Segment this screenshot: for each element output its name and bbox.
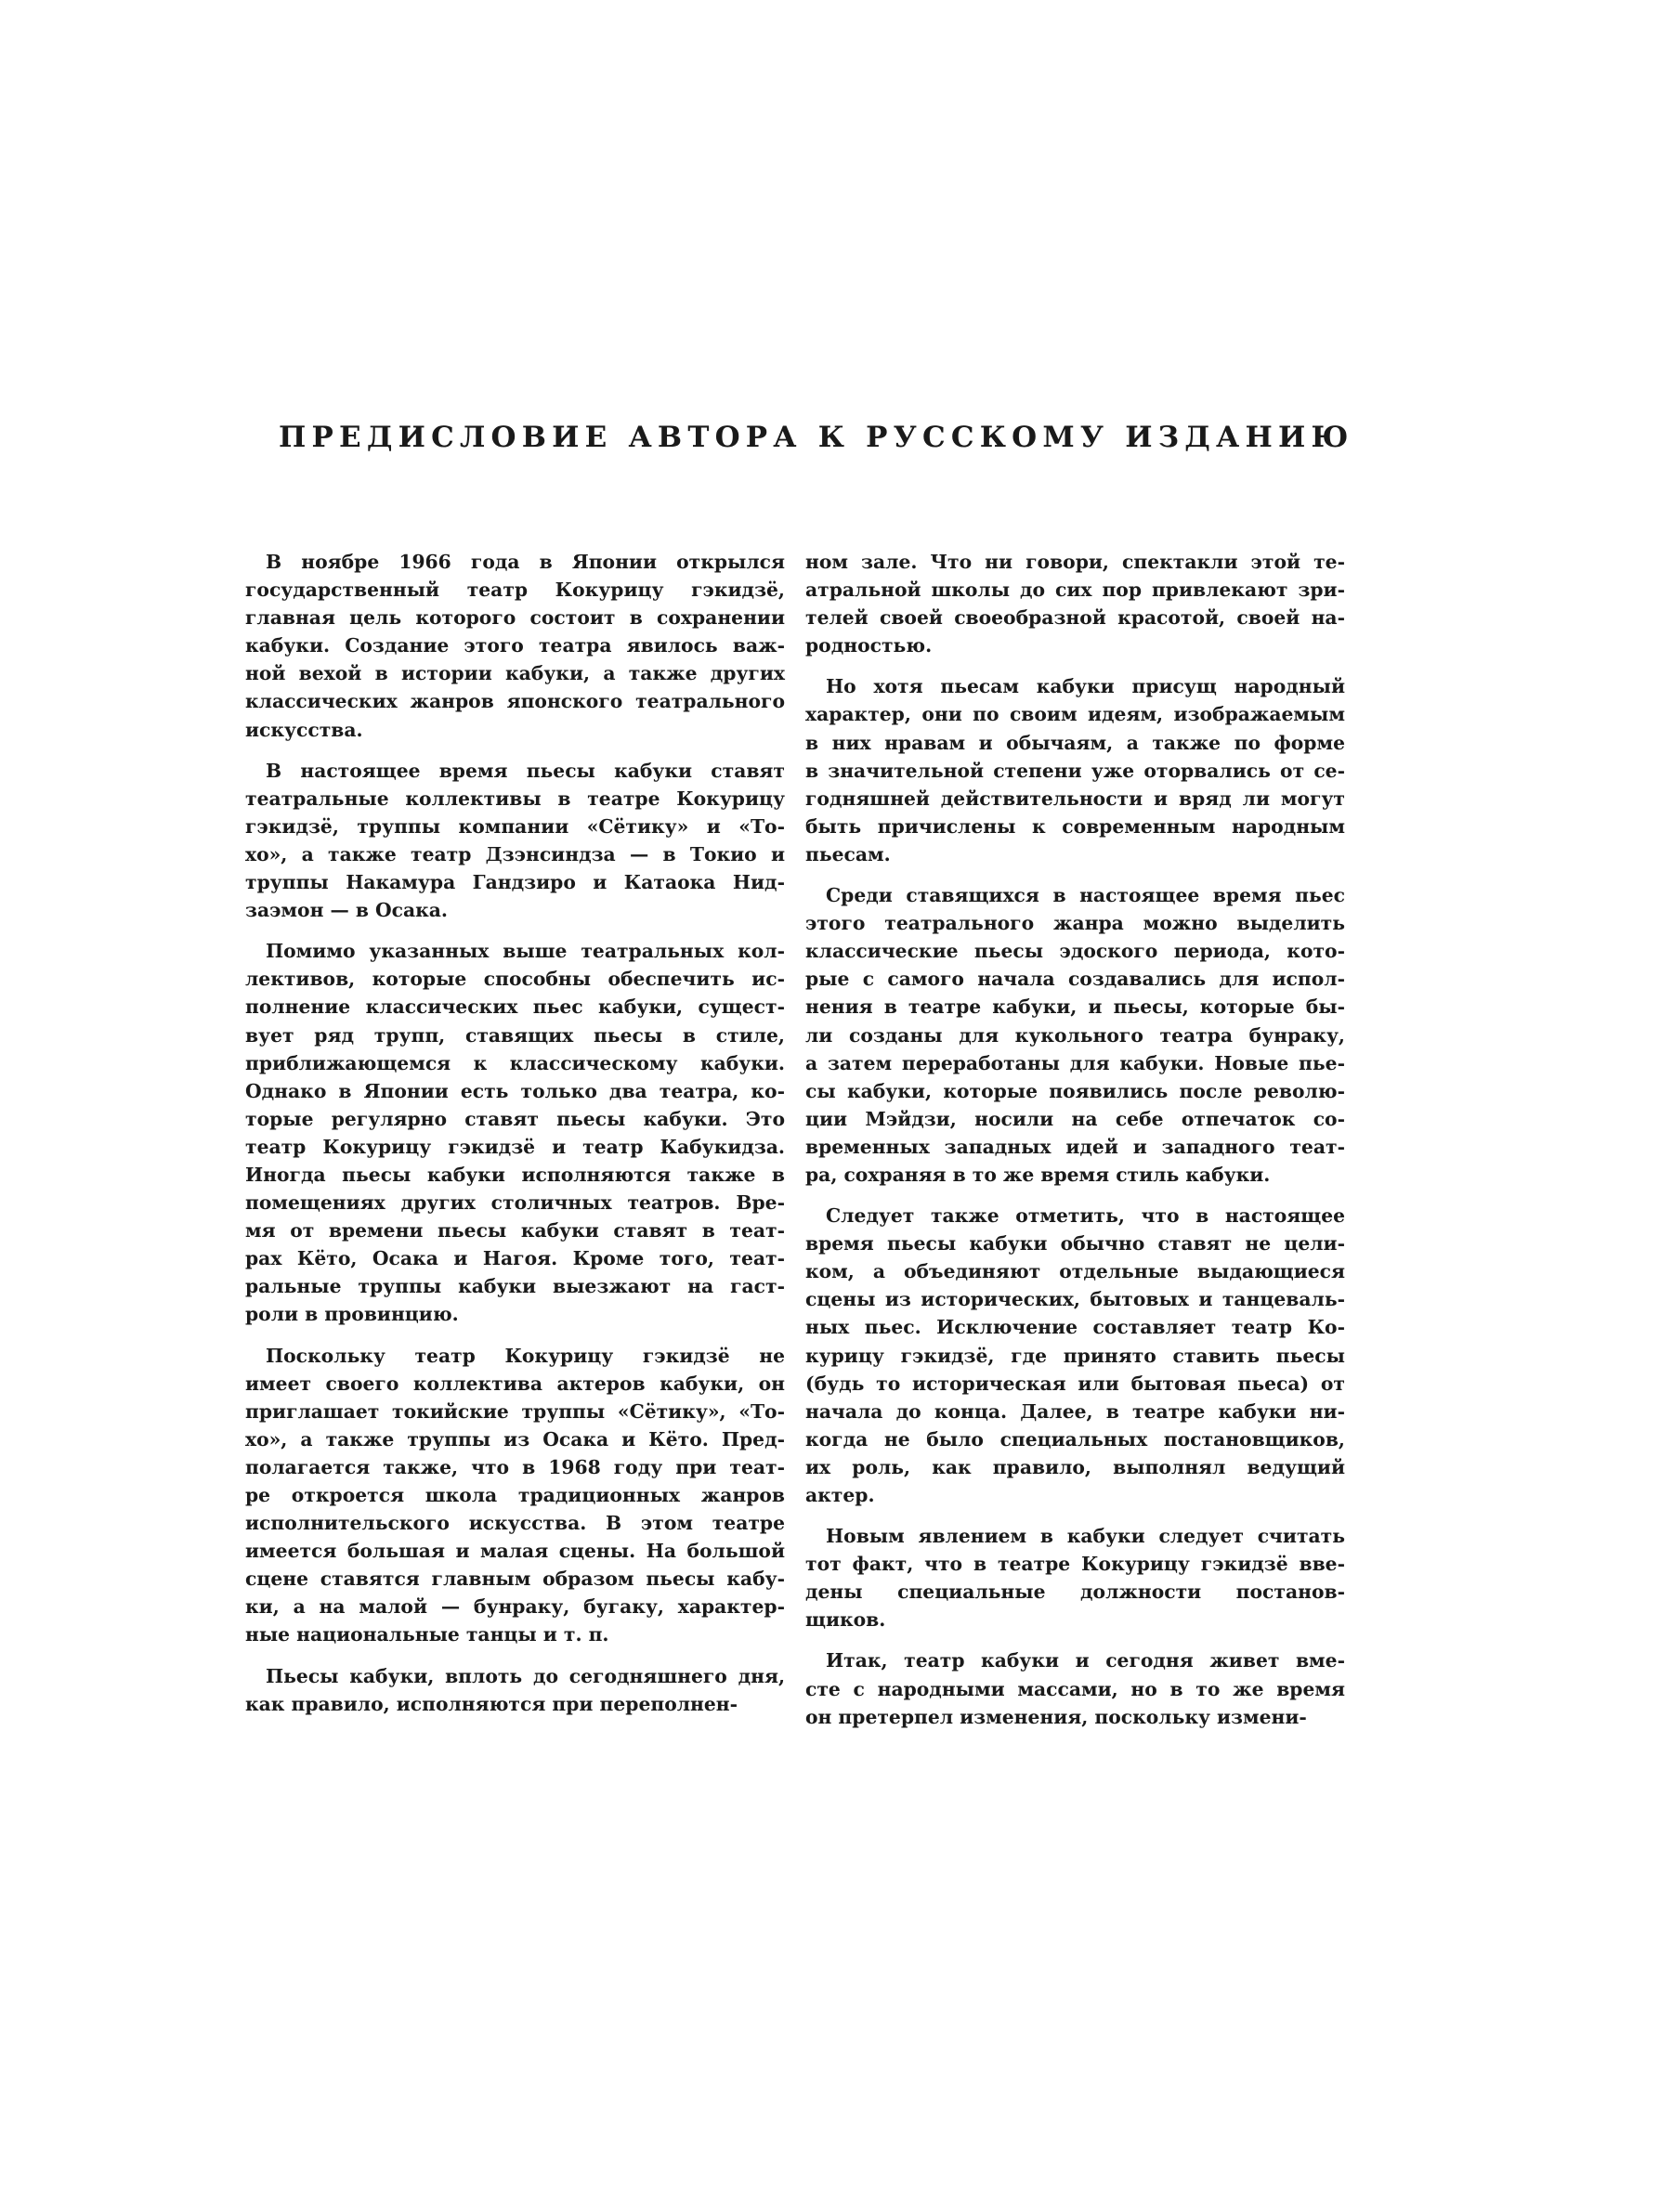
text-line: актер. bbox=[805, 1484, 875, 1506]
text-line: Но хотя пьесам кабуки присущ народный bbox=[826, 675, 1345, 698]
text-line: вует ряд трупп, ставящих пьесы в стиле, bbox=[245, 1023, 785, 1047]
text-line: исполнительского искусства. В этом театре bbox=[245, 1512, 785, 1535]
paragraph bbox=[805, 881, 1345, 1189]
text-line: сы кабуки, которые появились после револю- bbox=[805, 1079, 1345, 1102]
text-line: этого театрального жанра можно выделить bbox=[805, 912, 1345, 935]
text-line: главная цель которого состоит в сохранении bbox=[245, 606, 785, 630]
text-line: когда не было специальных постановщиков, bbox=[805, 1427, 1345, 1451]
text-line: курицу гэкидзё, где принято ставить пьесы bbox=[805, 1344, 1345, 1367]
text-line: ре откроется школа традиционных жанров bbox=[245, 1484, 785, 1506]
text-line: ки, а на малой — бунраку, бугаку, характер- bbox=[245, 1595, 785, 1619]
text-line: Следует также отметить, что в настоящее bbox=[826, 1204, 1345, 1228]
text-line: приглашает токийские труппы «Сётику», «То- bbox=[245, 1399, 785, 1423]
text-line: нения в театре кабуки, и пьесы, которые бы- bbox=[805, 995, 1345, 1019]
text-line: Новым явлением в кабуки следует считать bbox=[826, 1525, 1345, 1548]
text-line: ком, а объединяют отдельные выдающиеся bbox=[805, 1260, 1345, 1283]
text-line: роли в провинцию. bbox=[245, 1303, 459, 1326]
text-line: в значительной степени уже оторвались от се- bbox=[805, 759, 1345, 782]
text-line: полнение классических пьес кабуки, сущест- bbox=[245, 995, 785, 1019]
text-line: Итак, театр кабуки и сегодня живет вме- bbox=[826, 1649, 1345, 1672]
text-line: ных пьес. Исключение составляет театр Ко- bbox=[805, 1316, 1345, 1339]
text-line: как правило, исполняются при переполнен- bbox=[245, 1692, 738, 1715]
text-line: ра, сохраняя в то же время стиль кабуки. bbox=[805, 1163, 1271, 1186]
text-line: быть причислены к современным народным bbox=[805, 814, 1345, 838]
text-line: сте с народными массами, но в то же время bbox=[805, 1677, 1345, 1700]
text-line: в них нравам и обычаям, а также по форме bbox=[805, 731, 1345, 754]
text-line: (будь то историческая или бытовая пьеса) от bbox=[805, 1372, 1345, 1395]
text-line: начала до конца. Далее, в театре кабуки ни- bbox=[805, 1399, 1345, 1423]
paragraph bbox=[805, 1522, 1345, 1633]
text-line: рах Кёто, Осака и Нагоя. Кроме того, теат- bbox=[245, 1247, 785, 1270]
text-line: ной вехой в истории кабуки, а также других bbox=[245, 662, 785, 685]
text-column-right bbox=[805, 548, 1345, 1731]
text-line: Поскольку театр Кокурицу гэкидзё не bbox=[266, 1344, 785, 1367]
text-line: Иногда пьесы кабуки исполняются также в bbox=[245, 1163, 785, 1186]
text-line: временных западных идей и западного теат- bbox=[805, 1135, 1345, 1158]
text-line: ральные труппы кабуки выезжают на гаст- bbox=[245, 1275, 785, 1298]
text-line: В настоящее время пьесы кабуки ставят bbox=[266, 759, 785, 782]
text-line: ли созданы для кукольного театра бунраку, bbox=[805, 1023, 1345, 1047]
text-line: пьесам. bbox=[805, 842, 891, 865]
paragraph bbox=[805, 672, 1345, 868]
text-line: атральной школы до сих пор привлекают зри- bbox=[805, 579, 1345, 602]
page-title: ПРЕДИСЛОВИЕ АВТОРА К РУССКОМУ ИЗДАНИЮ bbox=[279, 421, 1354, 454]
text-line: труппы Накамура Гандзиро и Катаока Нид- bbox=[245, 871, 785, 894]
text-line: Пьесы кабуки, вплоть до сегодняшнего дня, bbox=[266, 1664, 785, 1687]
text-line: характер, они по своим идеям, изображаемым bbox=[805, 703, 1345, 726]
text-line: театральные коллективы в театре Кокурицу bbox=[245, 787, 785, 810]
text-line: торые регулярно ставят пьесы кабуки. Это bbox=[245, 1107, 785, 1130]
text-line: годняшней действительности и вряд ли могут bbox=[805, 787, 1345, 810]
text-line: театр Кокурицу гэкидзё и театр Кабукидза. bbox=[245, 1135, 785, 1158]
paragraph bbox=[245, 548, 785, 744]
text-line: Однако в Японии есть только два театра, ко- bbox=[245, 1079, 785, 1102]
text-line: имеет своего коллектива актеров кабуки, он bbox=[245, 1372, 785, 1395]
text-line: заэмон — в Осака. bbox=[245, 899, 448, 922]
text-line: В ноябре 1966 года в Японии открылся bbox=[266, 551, 785, 573]
text-line: государственный театр Кокурицу гэкидзё, bbox=[245, 579, 785, 602]
text-line: сцене ставятся главным образом пьесы кабу- bbox=[245, 1568, 785, 1591]
text-line: щиков. bbox=[805, 1608, 886, 1632]
text-line: Среди ставящихся в настоящее время пьес bbox=[826, 884, 1345, 907]
text-line: приближающемся к классическому кабуки. bbox=[245, 1051, 785, 1074]
paragraph bbox=[245, 1342, 785, 1649]
text-line: дены специальные должности постанов- bbox=[805, 1581, 1345, 1604]
text-line: ции Мэйдзи, носили на себе отпечаток со- bbox=[805, 1107, 1345, 1130]
paragraph bbox=[245, 1662, 785, 1718]
text-line: их роль, как правило, выполнял ведущий bbox=[805, 1455, 1345, 1478]
text-line: ные национальные танцы и т. п. bbox=[245, 1623, 609, 1646]
text-line: имеется большая и малая сцены. На большой bbox=[245, 1540, 785, 1563]
text-line: хо», а также труппы из Осака и Кёто. Пред- bbox=[245, 1427, 785, 1451]
paragraph bbox=[245, 937, 785, 1328]
text-line: сцены из исторических, бытовых и танцеваль- bbox=[805, 1288, 1345, 1311]
text-line: классические пьесы эдоского периода, кото- bbox=[805, 940, 1345, 963]
paragraph bbox=[805, 1646, 1345, 1730]
text-line: искусства. bbox=[245, 718, 363, 741]
text-line: классических жанров японского театрального bbox=[245, 690, 785, 713]
text-line: время пьесы кабуки обычно ставят не цели- bbox=[805, 1232, 1345, 1256]
text-line: кабуки. Создание этого театра явилось важ- bbox=[245, 634, 785, 657]
paragraph bbox=[245, 757, 785, 925]
text-line: помещениях других столичных театров. Вре- bbox=[245, 1191, 785, 1215]
paragraph bbox=[805, 1202, 1345, 1509]
text-line: родностью. bbox=[805, 634, 933, 657]
text-line: тот факт, что в театре Кокурицу гэкидзё вве- bbox=[805, 1553, 1345, 1576]
text-column-left bbox=[245, 548, 785, 1718]
text-line: лективов, которые способны обеспечить ис- bbox=[245, 968, 785, 991]
text-line: Помимо указанных выше театральных кол- bbox=[266, 940, 785, 963]
text-line: полагается также, что в 1968 году при теат- bbox=[245, 1455, 785, 1478]
text-line: телей своей своеобразной красотой, своей на- bbox=[805, 606, 1345, 630]
text-line: ном зале. Что ни говори, спектакли этой те- bbox=[805, 551, 1345, 573]
text-line: хо», а также театр Дзэнсиндза — в Токио и bbox=[245, 842, 785, 865]
text-line: рые с самого начала создавались для испол- bbox=[805, 968, 1345, 991]
text-line: гэкидзё, труппы компании «Сётику» и «То- bbox=[245, 814, 785, 838]
text-line: он претерпел изменения, поскольку измени- bbox=[805, 1705, 1307, 1728]
text-line: мя от времени пьесы кабуки ставят в теат- bbox=[245, 1219, 785, 1243]
paragraph bbox=[805, 548, 1345, 659]
text-line: а затем переработаны для кабуки. Новые пье- bbox=[805, 1051, 1345, 1074]
